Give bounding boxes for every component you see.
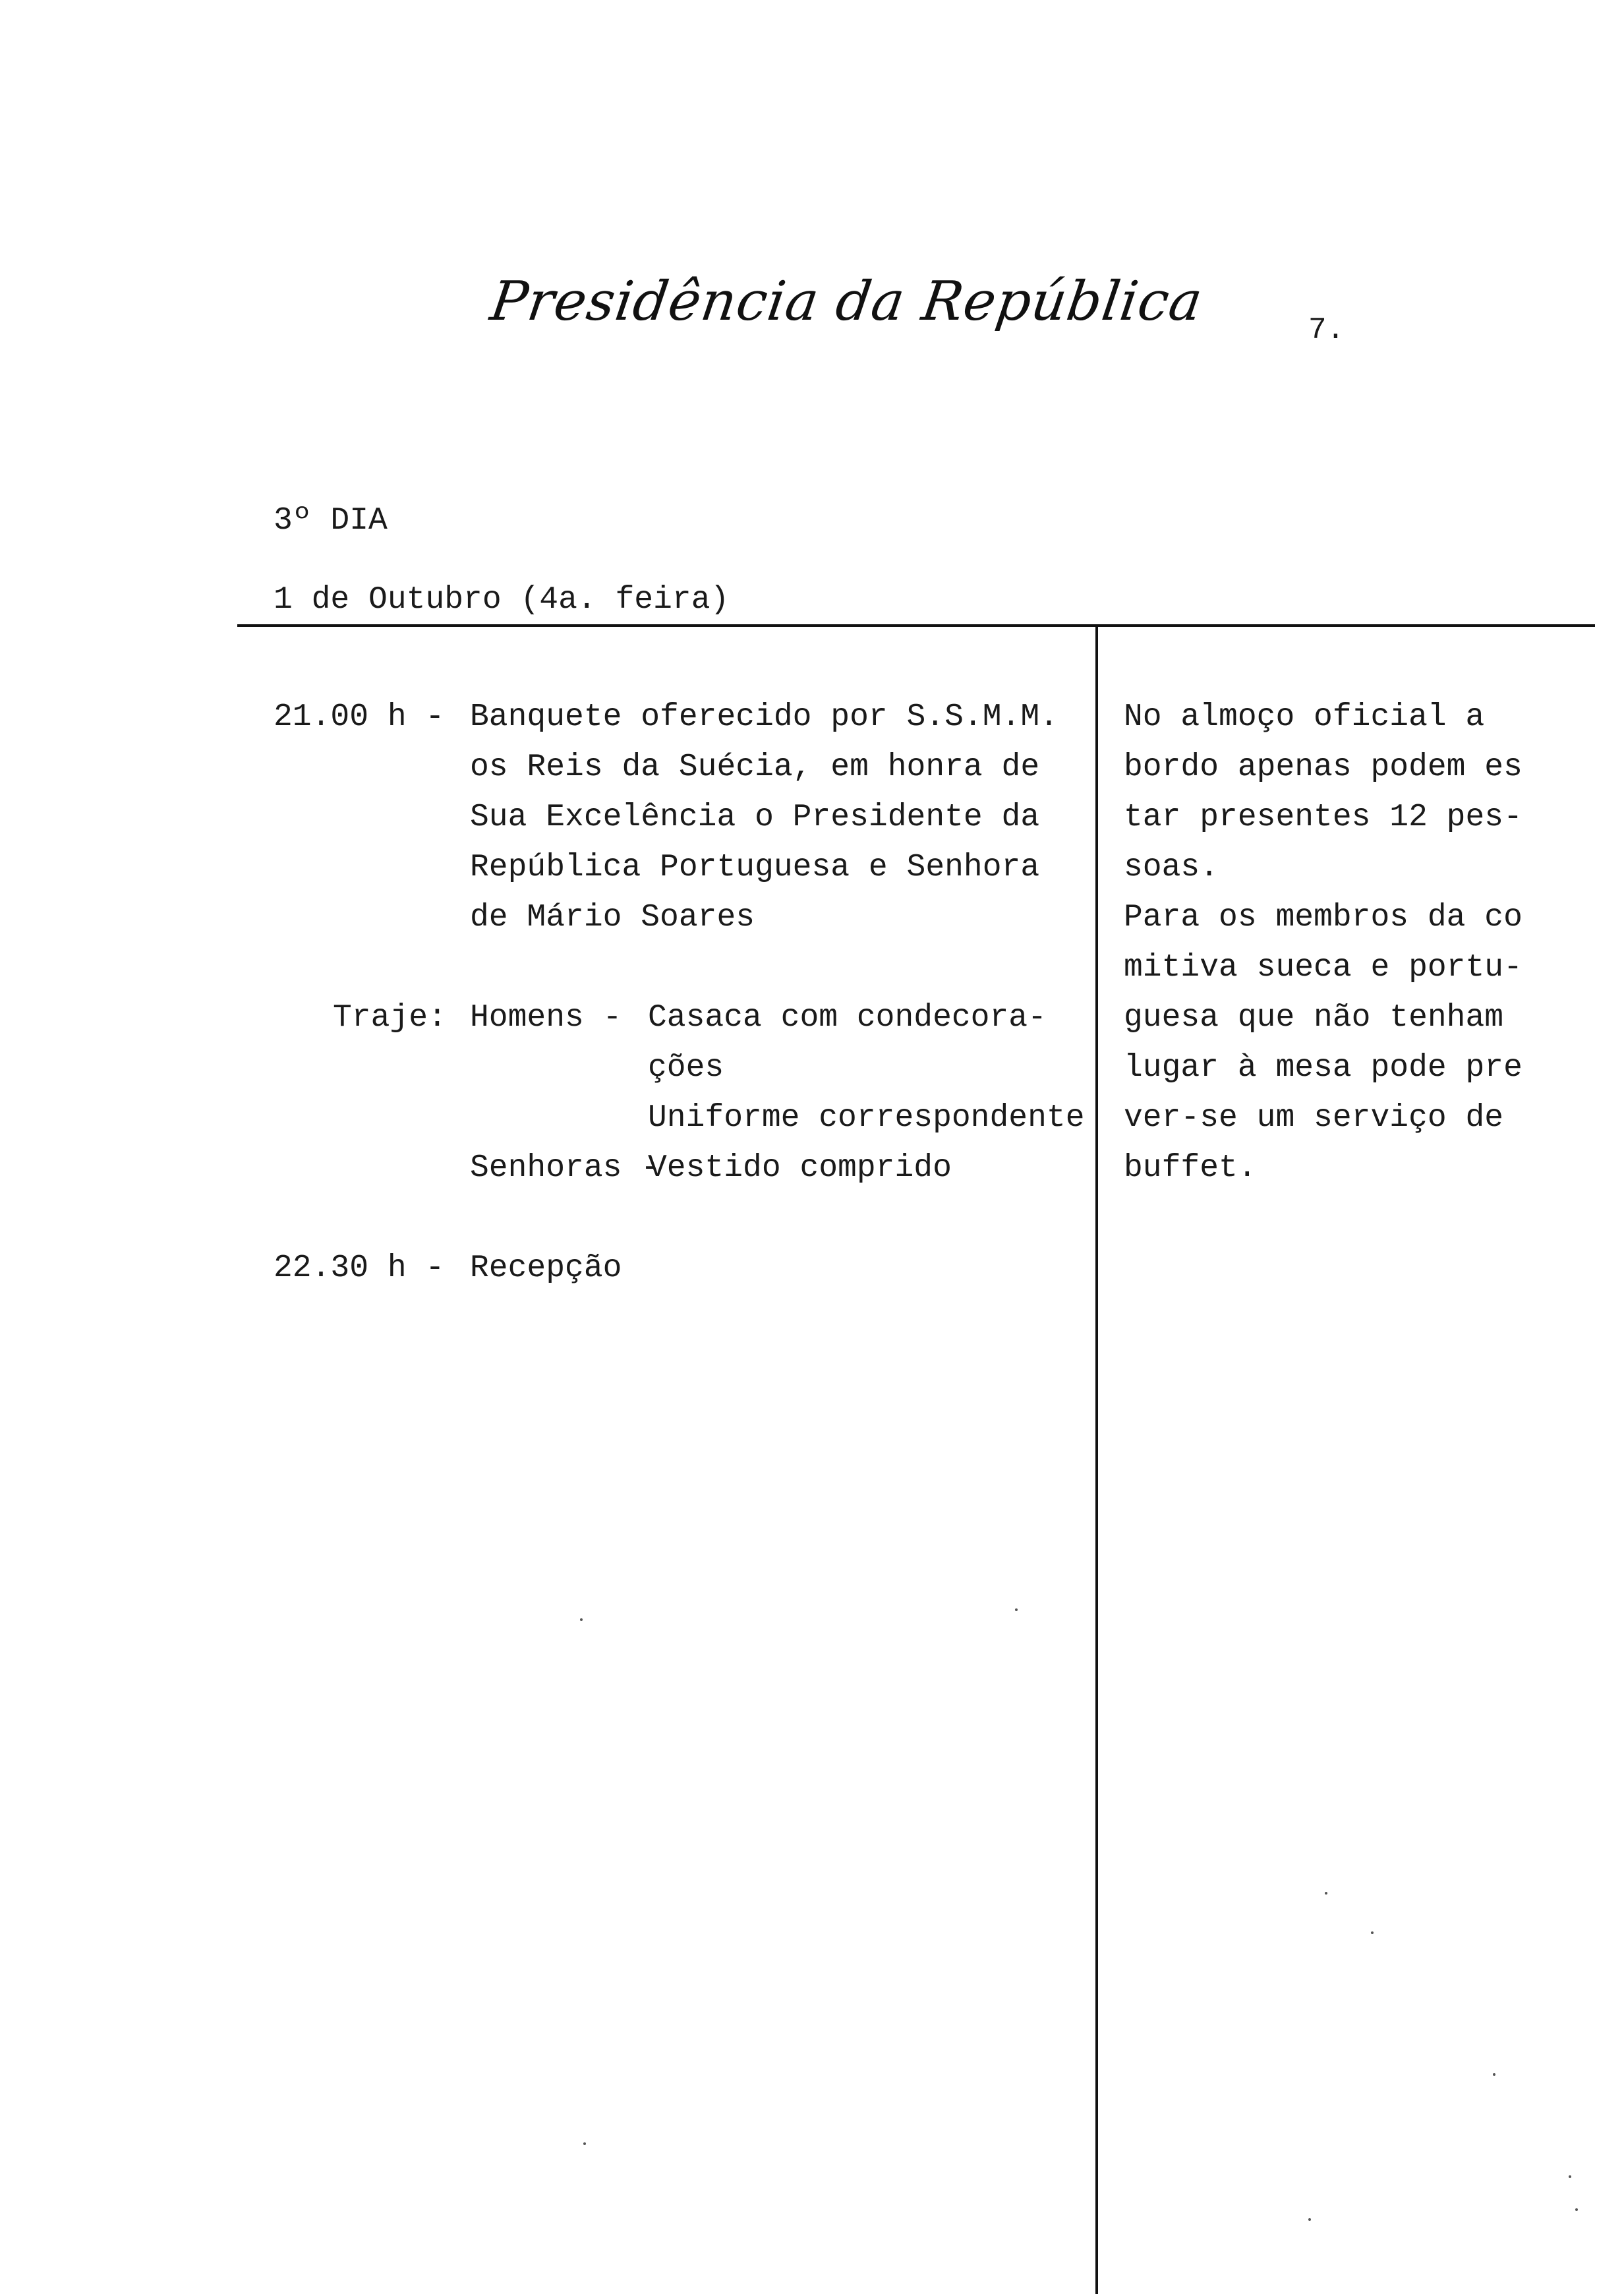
note-line: bordo apenas podem es — [1124, 750, 1522, 785]
note-line: Para os membros da co — [1124, 900, 1522, 935]
scan-speck — [1325, 1892, 1327, 1895]
scan-speck — [1575, 2208, 1578, 2211]
event-description-line: de Mário Soares — [470, 900, 755, 935]
scan-speck — [1371, 1931, 1374, 1934]
scan-speck — [583, 2142, 586, 2145]
note-line: buffet. — [1124, 1150, 1257, 1186]
horizontal-rule — [237, 624, 1595, 627]
event-description-line: Banquete oferecido por S.S.M.M. — [470, 699, 1058, 735]
letterhead-title: Presidência da República — [486, 270, 1207, 333]
event-description-line: os Reis da Suécia, em honra de — [470, 750, 1040, 785]
note-line: soas. — [1124, 850, 1219, 885]
note-line: lugar à mesa pode pre — [1124, 1050, 1522, 1086]
dress-code-men-line: ções — [648, 1050, 724, 1086]
scan-speck — [1015, 1608, 1018, 1611]
event-description-line: República Portuguesa e Senhora — [470, 850, 1040, 885]
dress-code-men-line: Casaca com condecora- — [648, 1000, 1047, 1036]
note-line: ver-se um serviço de — [1124, 1100, 1504, 1136]
date-heading: 1 de Outubro (4a. feira) — [274, 582, 730, 618]
note-line: tar presentes 12 pes- — [1124, 800, 1522, 835]
page-number: 7. — [1308, 313, 1345, 347]
dress-code-women-line: Vestido comprido — [648, 1150, 952, 1186]
dress-code-men-label: Homens - — [470, 1000, 622, 1036]
note-line: mitiva sueca e portu- — [1124, 950, 1522, 985]
dress-code-men-line: Uniforme correspondente — [648, 1100, 1085, 1136]
note-line: No almoço oficial a — [1124, 699, 1485, 735]
dress-code-women-label: Senhoras - — [470, 1150, 660, 1186]
event-time: 22.30 h - — [274, 1250, 445, 1286]
event-description-line: Recepção — [470, 1250, 622, 1286]
scan-speck — [1308, 2218, 1311, 2221]
day-heading: 3º DIA — [274, 503, 388, 539]
column-divider — [1095, 624, 1098, 2294]
event-description-line: Sua Excelência o Presidente da — [470, 800, 1040, 835]
scan-speck — [1493, 2073, 1495, 2076]
scan-speck — [1569, 2175, 1571, 2178]
note-line: guesa que não tenham — [1124, 1000, 1504, 1036]
scan-speck — [580, 1618, 583, 1621]
dress-code-label: Traje: — [333, 1000, 447, 1036]
event-time: 21.00 h - — [274, 699, 445, 735]
